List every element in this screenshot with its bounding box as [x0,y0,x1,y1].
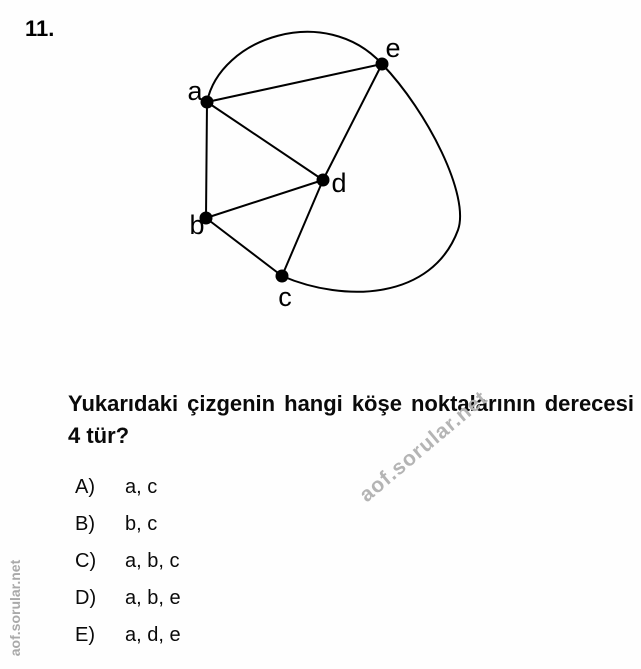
question-number: 11. [25,16,55,41]
option-letter-c: C) [75,549,97,572]
edge-b-d [206,180,323,218]
option-c [75,550,181,572]
watermark-diagonal: aof.sorular.net [355,386,493,507]
option-letter-b: B) [75,512,95,535]
option-e [75,624,181,646]
vertex-label-b: b [189,210,205,240]
vertex-label-d: d [331,168,347,198]
option-text-b: b, c [125,512,158,535]
option-text-d: a, b, e [125,586,181,609]
vertex-label-a: a [187,76,203,106]
option-b [75,513,181,535]
edge-a-e [207,64,382,102]
option-letter-a: A) [75,475,95,498]
option-a [75,476,181,498]
edge-a-e-curve [207,32,382,102]
vertex-dot-c [276,270,289,283]
question-text: Yukarıdaki çizgenin hangi köşe noktalarının derecesi 4 tür? [68,391,634,448]
option-letter-d: D) [75,586,97,609]
option-text-e: a, d, e [125,623,181,646]
option-text-c: a, b, c [125,549,180,572]
graph-diagram [0,0,510,340]
vertex-label-c: c [278,282,292,312]
edge-a-b [206,102,207,218]
edge-c-e-curve [282,64,460,292]
edge-c-d [282,180,323,276]
option-letter-e: E) [75,623,95,646]
edge-d-e [323,64,382,180]
edge-b-c [206,218,282,276]
option-text-a: a, c [125,475,158,498]
vertex-label-e: e [385,33,401,63]
options-list [75,476,181,661]
vertex-dot-d [317,174,330,187]
watermark-vertical-left: aof.sorular.net [7,559,23,657]
edge-a-d [207,102,323,180]
option-d [75,587,181,609]
